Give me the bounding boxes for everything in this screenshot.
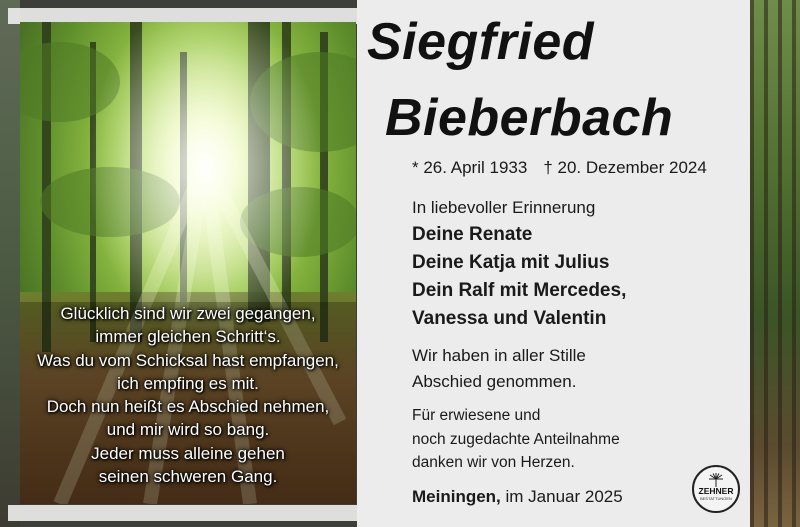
first-name: Siegfried: [367, 13, 594, 71]
poem-line: immer gleichen Schritt‘s.: [95, 327, 281, 347]
poem-line: ich empfing es mit.: [117, 373, 259, 393]
funeral-home-logo: [692, 465, 740, 513]
place-date: [412, 487, 623, 507]
logo-name: ZEHNER: [698, 486, 734, 496]
dandelion-icon: [708, 473, 724, 487]
birth-date: * 26. April 1933: [412, 158, 528, 177]
remembrance-intro: In liebevoller Erinnerung: [412, 198, 596, 217]
stillness-line: Abschied genommen.: [412, 372, 577, 391]
poem: [30, 302, 346, 488]
family-member: Dein Ralf mit Mercedes,: [412, 280, 627, 301]
family-member: Deine Katja mit Julius: [412, 252, 610, 273]
place-month: im Januar 2025: [505, 487, 623, 506]
thanks-line: Für erwiesene und: [412, 407, 541, 424]
thanks-line: danken wir von Herzen.: [412, 454, 575, 471]
poem-line: seinen schweren Gang.: [98, 467, 278, 487]
family-member: Vanessa und Valentin: [412, 308, 607, 329]
poem-line: Doch nun heißt es Abschied nehmen,: [46, 397, 330, 417]
logo-subtitle: BESTATTUNGEN: [700, 496, 732, 501]
last-name: Bieberbach: [385, 89, 674, 147]
poem-line: Was du vom Schicksal hast empfangen,: [37, 350, 339, 370]
poem-line: Glücklich sind wir zwei gegangen,: [60, 304, 316, 323]
background-forest-left: [0, 0, 20, 527]
place-city: Meiningen,: [412, 487, 501, 506]
family-member: Deine Renate: [412, 224, 533, 245]
life-dates: [412, 158, 723, 178]
poem-line: und mir wird so bang.: [106, 420, 270, 440]
photo-frame-bottom: [8, 505, 360, 521]
background-forest-right: [750, 0, 800, 527]
poem-line: Jeder muss alleine gehen: [91, 443, 285, 463]
thanks-line: noch zugedachte Anteilnahme: [412, 431, 620, 448]
stillness-line: Wir haben in aller Stille: [412, 346, 586, 365]
death-date: † 20. Dezember 2024: [543, 158, 707, 177]
